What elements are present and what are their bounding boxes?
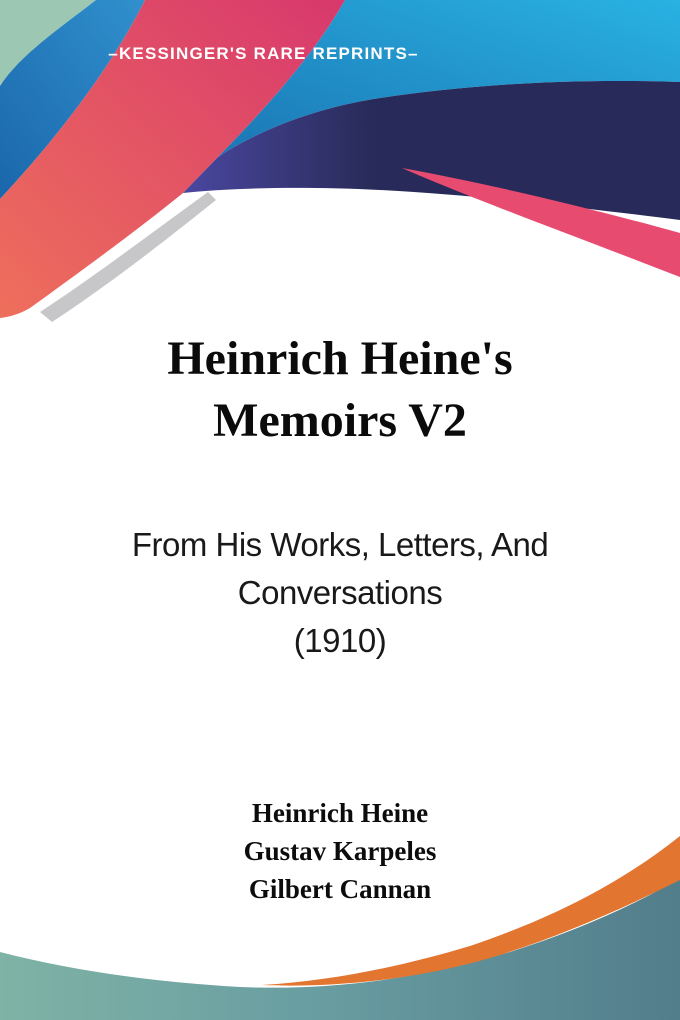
book-title-line2: Memoirs V2 (213, 394, 467, 447)
book-subtitle-line3: (1910) (293, 622, 387, 659)
publisher-banner: –KESSINGER'S RARE REPRINTS– (108, 44, 419, 63)
book-title (0, 328, 680, 452)
book-subtitle-line2: Conversations (237, 574, 443, 611)
author-list (0, 794, 680, 908)
author-name: Gilbert Cannan (248, 874, 432, 904)
book-subtitle (0, 521, 680, 665)
book-subtitle-line1: From His Works, Letters, And (131, 526, 549, 563)
author-name: Gustav Karpeles (243, 836, 437, 866)
author-name: Heinrich Heine (251, 798, 429, 828)
book-title-line1: Heinrich Heine's (167, 332, 513, 385)
